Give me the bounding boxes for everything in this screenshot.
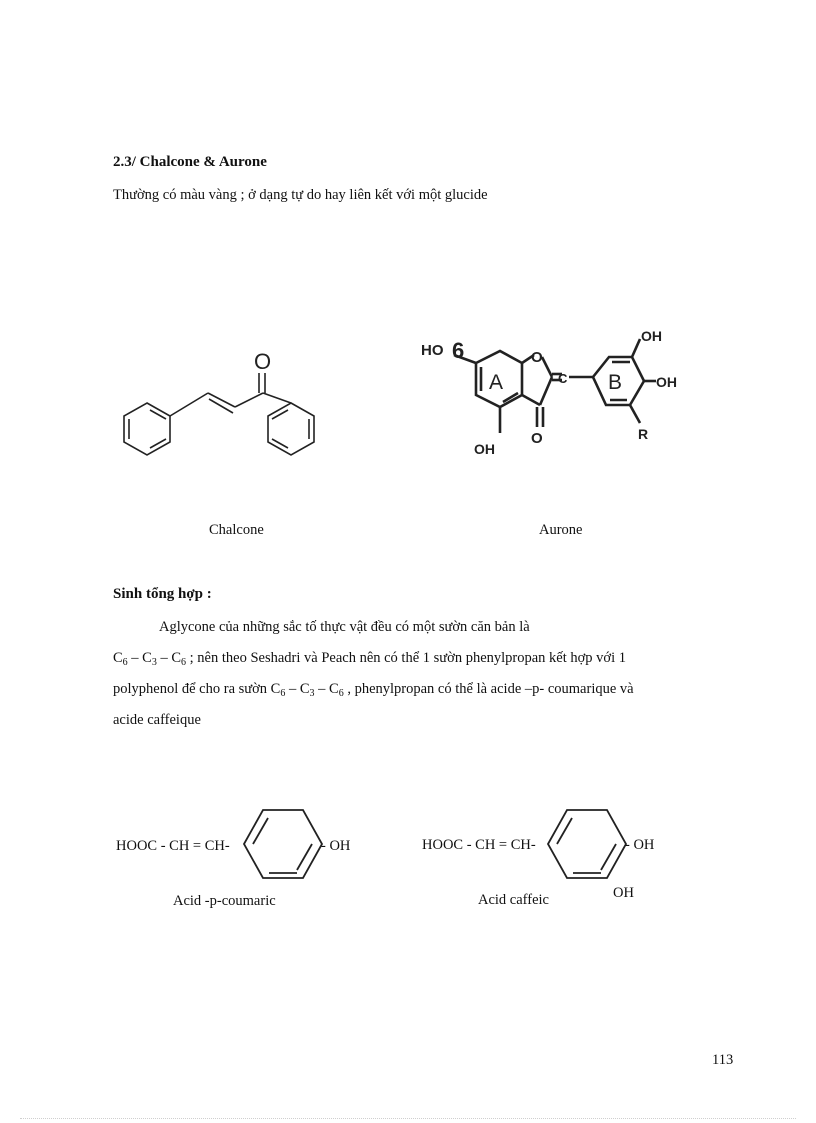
page-number: 113 bbox=[712, 1052, 734, 1068]
formula-c: C bbox=[299, 681, 310, 697]
chalcone-caption: Chalcone bbox=[209, 522, 264, 538]
formula-sub: 3 bbox=[151, 657, 157, 668]
formula-dash: – bbox=[314, 681, 330, 697]
biosynthesis-line-3-text: polyphenol để cho ra sườn C bbox=[113, 681, 281, 697]
caffeic-oh-text: - OH bbox=[625, 837, 655, 853]
section-intro: Thường có màu vàng ; ở dạng tự do hay liên kết với một glucide bbox=[113, 187, 488, 203]
biosynthesis-line-3-rest: , phenylpropan có thể là acide –p- coumarique và bbox=[347, 681, 634, 697]
aurone-position-6-label: 6 bbox=[452, 338, 465, 363]
aurone-ring-b-label: B bbox=[608, 371, 623, 394]
aurone-ring-oxygen-label: O bbox=[531, 349, 543, 366]
formula-sub: 6 bbox=[122, 657, 128, 668]
biosynthesis-line-2-text: ; nên theo Seshadri và Peach nên có thể 1 sườn phenylpropan kết hợp với 1 bbox=[189, 650, 626, 666]
aurone-r-label: R bbox=[638, 426, 649, 442]
formula-sub: 3 bbox=[309, 688, 315, 699]
aurone-ketone-oxygen-label: O bbox=[531, 430, 543, 447]
chalcone-oxygen-label: O bbox=[254, 349, 272, 374]
section-heading: 2.3/ Chalcone & Aurone bbox=[113, 154, 267, 170]
coumaric-caption: Acid -p-coumaric bbox=[173, 893, 276, 909]
coumaric-left-text: HOOC - CH = CH- bbox=[116, 838, 230, 854]
coumaric-oh-text: - OH bbox=[321, 838, 351, 854]
formula-dash: – bbox=[156, 650, 172, 666]
formula-sub: 6 bbox=[181, 657, 187, 668]
aurone-ring-a-label: A bbox=[489, 371, 504, 394]
aurone-oh-bottom-label: OH bbox=[474, 441, 495, 457]
aurone-ho-label: HO bbox=[421, 342, 444, 359]
caffeic-oh-bottom-text: OH bbox=[613, 885, 634, 901]
biosynthesis-line-1-text: Aglycone của những sắc tố thực vật đều có một sườn căn bản là bbox=[159, 619, 530, 635]
biosynthesis-heading: Sinh tổng hợp : bbox=[113, 586, 212, 602]
biosynthesis-line-2 bbox=[113, 643, 739, 674]
formula-c: C bbox=[171, 650, 182, 666]
formula-c: C bbox=[329, 681, 339, 697]
biosynthesis-line-4: acide caffeique bbox=[113, 712, 201, 728]
aurone-structure bbox=[418, 325, 688, 470]
formula-dash: – bbox=[127, 650, 143, 666]
formula-c: C bbox=[113, 650, 123, 666]
formula-c: C bbox=[142, 650, 152, 666]
aurone-caption: Aurone bbox=[539, 522, 583, 538]
caffeic-left-text: HOOC - CH = CH- bbox=[422, 837, 536, 853]
formula-sub: 6 bbox=[280, 688, 286, 699]
chalcone-structure bbox=[105, 335, 365, 490]
formula-sub: 6 bbox=[338, 688, 344, 699]
biosynthesis-line-3 bbox=[113, 674, 739, 705]
formula-dash: – bbox=[285, 681, 300, 697]
aurone-carbon-label: C bbox=[558, 371, 568, 386]
caffeic-caption: Acid caffeic bbox=[478, 892, 549, 908]
aurone-oh-top-label: OH bbox=[641, 328, 662, 344]
page-bottom-divider bbox=[20, 1118, 796, 1119]
biosynthesis-line-1 bbox=[113, 612, 739, 643]
aurone-oh-right-label: OH bbox=[656, 374, 677, 390]
